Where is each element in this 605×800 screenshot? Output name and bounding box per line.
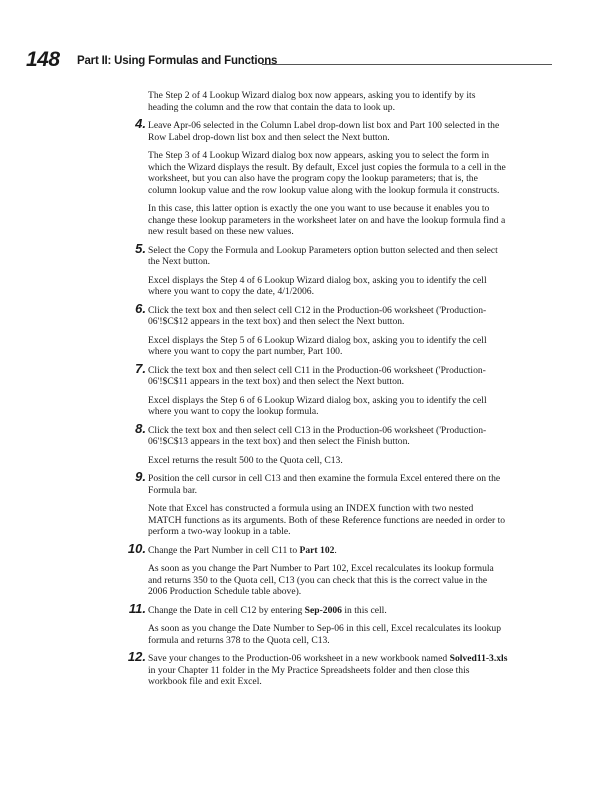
instruction-text: in your Chapter 11 folder in the My Practice Spreadsheets folder and then close this workbook file and exit Excel. — [148, 664, 470, 687]
step-explanation: In this case, this latter option is exactly the one you want to use because it enables you to change these lookup parameters in the worksheet later on and have the lookup formula find a new result based on these new values. — [148, 203, 506, 237]
step-number: 10. — [127, 540, 146, 556]
step-explanation: Excel displays the Step 6 of 6 Lookup Wizard dialog box, asking you to identify the cell where you want to copy the lookup formula. — [148, 394, 487, 417]
entry-value: Part 102 — [299, 544, 335, 556]
step-number: 9. — [135, 469, 146, 484]
entry-value: Sep-2006 — [304, 604, 342, 616]
step-explanation: As soon as you change the Part Number to Part 102, Excel recalculates its lookup formula and returns 350 to the Quota cell, C13 (you can check that this is the correct value in the 2006 Production Schedule table above). — [148, 563, 494, 597]
step-6 — [135, 300, 508, 358]
step-11 — [128, 600, 508, 647]
step-instruction: Position the cell cursor in cell C13 and then examine the formula Excel entered there on the Formula bar. — [148, 473, 501, 496]
step-number: 6. — [135, 300, 146, 316]
header-rule — [262, 64, 552, 65]
step-instruction — [148, 605, 508, 617]
instruction-text: Save your changes to the Production-06 worksheet in a new workbook named — [148, 653, 450, 664]
instruction-text: Change the Part Number in cell C11 to — [148, 544, 300, 556]
step-5 — [135, 240, 508, 298]
step-instruction — [148, 545, 508, 557]
step-explanation: The Step 3 of 4 Lookup Wizard dialog box now appears, asking you to select the form in which the Wizard displays the result. By default, Excel just copies the formula to a cell in the worksheet, but you can also have the program copy the lookup parameters; that is, the column lookup value and the row lookup value along with the lookup formula it constructs. — [148, 150, 506, 196]
step-instruction: Click the text box and then select cell C12 in the Production-06 worksheet ('Production-06'!$C$12 appears in the text box) and then select the Next button. — [148, 304, 487, 327]
part-title: Part II: Using Formulas and Functions — [77, 55, 278, 67]
step-explanation: Note that Excel has constructed a formula using an INDEX function with two nested MATCH functions as its arguments. Both of these Reference functions are needed in order to perform a two-way lookup in a table. — [148, 503, 506, 537]
step-number: 7. — [135, 360, 146, 376]
step-number: 12. — [127, 649, 146, 664]
step-instruction: Leave Apr-06 selected in the Column Label drop-down list box and Part 100 selected in the Row Label drop-down list box and then select the Next button. — [148, 120, 500, 143]
step-instruction: Select the Copy the Formula and Lookup Parameters option button selected and then select the Next button. — [148, 244, 498, 267]
intro-paragraph: The Step 2 of 4 Lookup Wizard dialog box now appears, asking you to identify by its heading the column and the row that contain the data to look up. — [148, 90, 476, 113]
step-number: 11. — [128, 600, 146, 616]
step-instruction — [148, 653, 508, 688]
step-number: 8. — [135, 420, 146, 436]
step-instruction: Click the text box and then select cell C13 in the Production-06 worksheet ('Production-06'!$C$13 appears in the text box) and then select the Finish button. — [148, 424, 487, 447]
step-10 — [127, 540, 508, 598]
page-number: 148 — [26, 48, 60, 71]
step-explanation: Excel displays the Step 5 of 6 Lookup Wizard dialog box, asking you to identify the cell where you want to copy the part number, Part 100. — [148, 334, 487, 357]
instruction-text: . — [334, 544, 337, 556]
step-instruction: Click the text box and then select cell C11 in the Production-06 worksheet ('Production-06'!$C$11 appears in the text box) and then select the Next button. — [148, 364, 486, 387]
step-explanation: Excel returns the result 500 to the Quota cell, C13. — [148, 454, 343, 466]
step-explanation: As soon as you change the Date Number to Sep-06 in this cell, Excel recalculates its lookup formula and returns 378 to the Quota cell, C13. — [148, 623, 502, 646]
step-4 — [135, 116, 508, 238]
step-number: 4. — [135, 116, 146, 131]
instruction-text: in this cell. — [341, 604, 387, 616]
step-number: 5. — [135, 240, 146, 256]
step-8 — [135, 420, 508, 467]
step-7 — [135, 360, 508, 418]
page-body — [127, 90, 508, 695]
step-12 — [127, 649, 508, 688]
file-name: Solved11-3.xls — [449, 653, 508, 664]
page-header — [20, 42, 540, 72]
instruction-text: Change the Date in cell C12 by entering — [148, 604, 305, 616]
step-9 — [135, 469, 508, 538]
step-explanation: Excel displays the Step 4 of 6 Lookup Wizard dialog box, asking you to identify the cell where you want to copy the date, 4/1/2006. — [148, 274, 487, 297]
